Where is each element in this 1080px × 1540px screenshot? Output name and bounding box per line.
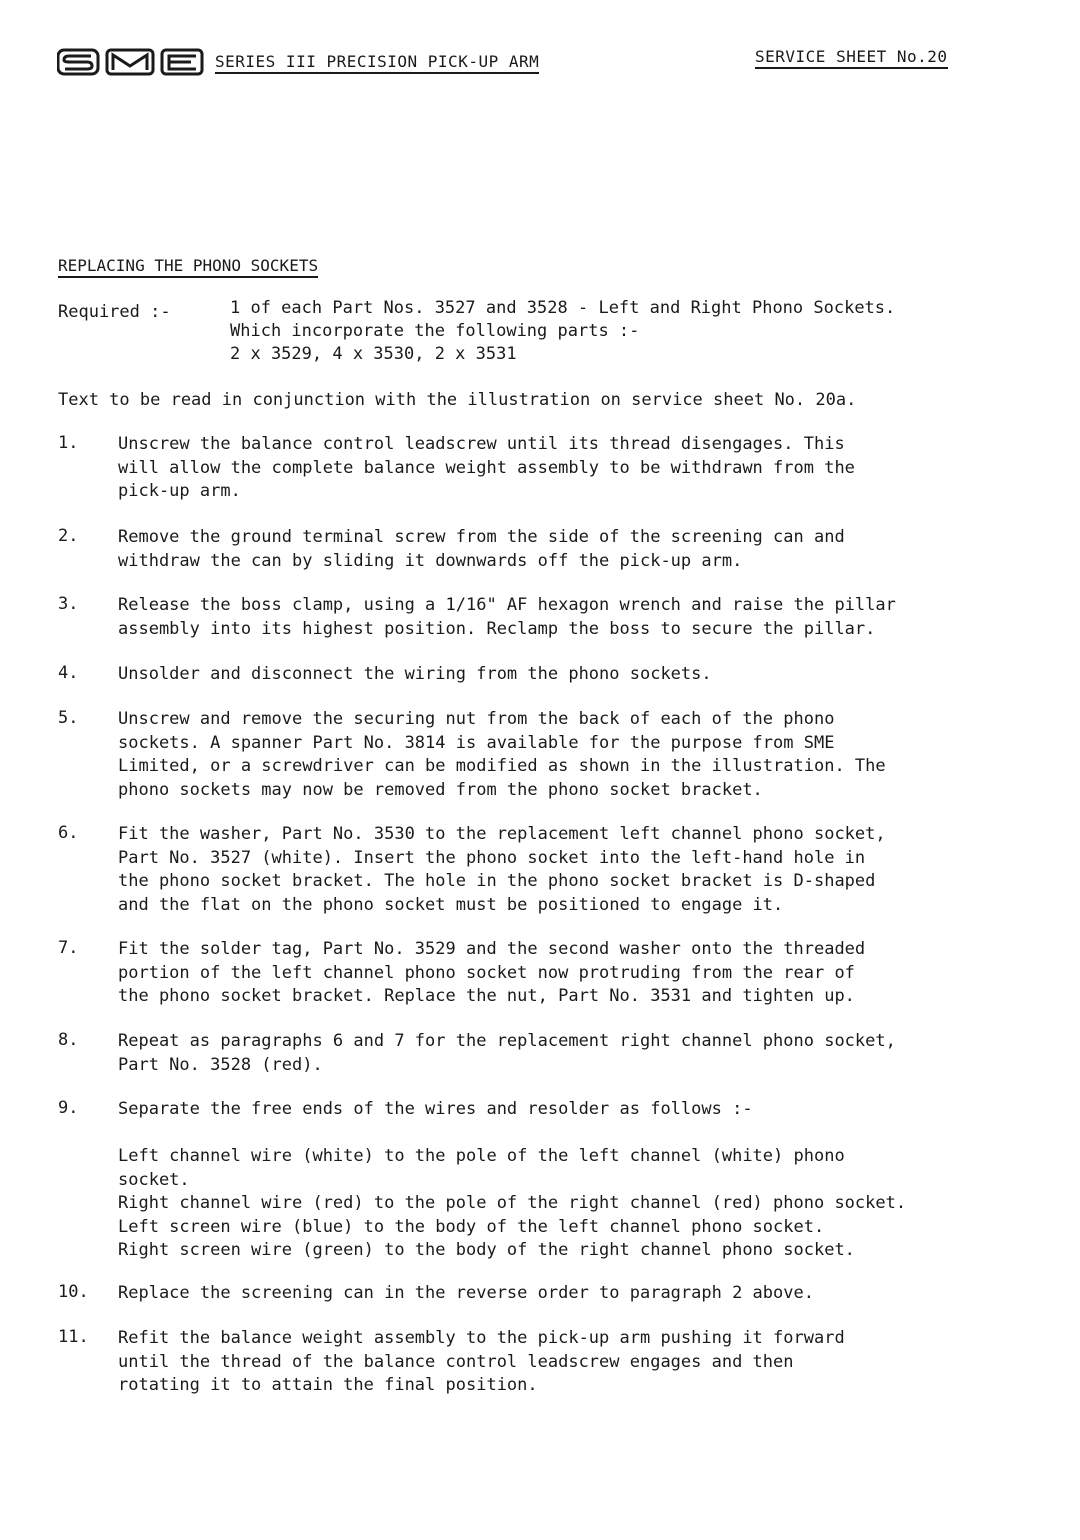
intro-text: Text to be read in conjunction with the illustration on service sheet No. 20a. xyxy=(58,390,857,410)
step-line: socket. xyxy=(118,1169,190,1190)
step-text xyxy=(118,938,865,1009)
step-text xyxy=(118,526,845,573)
step-line: Unsolder and disconnect the wiring from the phono sockets. xyxy=(118,664,712,684)
step-number: 6. xyxy=(58,823,79,843)
step-text xyxy=(118,1282,814,1306)
step-line: phono sockets may now be removed from the phono socket bracket. xyxy=(118,779,763,800)
step-line: Fit the washer, Part No. 3530 to the replacement left channel phono socket, xyxy=(118,824,886,844)
sme-logo xyxy=(57,48,207,76)
step-text xyxy=(118,1098,906,1263)
step-number: 10. xyxy=(58,1282,89,1302)
step-line: and the flat on the phono socket must be positioned to engage it. xyxy=(118,894,784,915)
step-line: will allow the complete balance weight assembly to be withdrawn from the xyxy=(118,457,855,478)
step-line: withdraw the can by sliding it downwards off the pick-up arm. xyxy=(118,550,743,571)
step-line: Left channel wire (white) to the pole of the left channel (white) phono xyxy=(118,1146,845,1166)
step-line: Unscrew and remove the securing nut from the back of each of the phono xyxy=(118,709,835,729)
step-text xyxy=(118,1030,896,1077)
step-text xyxy=(118,1327,845,1398)
step-number: 2. xyxy=(58,526,79,546)
service-sheet-number: SERVICE SHEET No.20 xyxy=(755,47,948,69)
required-parts xyxy=(230,297,895,366)
step-number: 11. xyxy=(58,1327,89,1347)
required-line: Which incorporate the following parts :- xyxy=(230,321,640,341)
step-line: Separate the free ends of the wires and resolder as follows :- xyxy=(118,1099,753,1119)
section-heading: REPLACING THE PHONO SOCKETS xyxy=(58,256,318,278)
step-line: rotating it to attain the final position. xyxy=(118,1375,538,1395)
step-line: Release the boss clamp, using a 1/16" AF hexagon wrench and raise the pillar xyxy=(118,595,896,615)
step-number: 9. xyxy=(58,1098,79,1118)
step-number: 5. xyxy=(58,708,79,728)
step-line: Replace the screening can in the reverse order to paragraph 2 above. xyxy=(118,1283,814,1303)
step-line: Unscrew the balance control leadscrew until its thread disengages. This xyxy=(118,434,845,454)
step-line: Remove the ground terminal screw from the side of the screening can and xyxy=(118,527,845,547)
step-line: Left screen wire (blue) to the body of the left channel phono socket. xyxy=(118,1216,825,1237)
required-line: 1 of each Part Nos. 3527 and 3528 - Left and Right Phono Sockets. xyxy=(230,298,896,318)
step-text xyxy=(118,663,712,687)
step-text xyxy=(118,823,886,917)
step-line: portion of the left channel phono socket now protruding from the rear of xyxy=(118,962,855,983)
step-line: the phono socket bracket. Replace the nut, Part No. 3531 and tighten up. xyxy=(118,986,855,1006)
step-line: Part No. 3527 (white). Insert the phono socket into the left-hand hole in xyxy=(118,847,866,868)
step-line: pick-up arm. xyxy=(118,481,241,501)
step-number: 1. xyxy=(58,433,79,453)
step-number: 3. xyxy=(58,594,79,614)
step-line: Part No. 3528 (red). xyxy=(118,1054,323,1075)
step-line-spacer xyxy=(118,1122,906,1146)
step-line: sockets. A spanner Part No. 3814 is available for the purpose from SME xyxy=(118,732,835,753)
step-number: 8. xyxy=(58,1030,79,1050)
step-number: 4. xyxy=(58,663,79,683)
required-line: 2 x 3529, 4 x 3530, 2 x 3531 xyxy=(230,344,517,364)
step-number: 7. xyxy=(58,938,79,958)
step-line: Fit the solder tag, Part No. 3529 and the second washer onto the threaded xyxy=(118,939,866,959)
step-line: until the thread of the balance control leadscrew engages and then xyxy=(118,1351,794,1372)
document-title: SERIES III PRECISION PICK-UP ARM xyxy=(215,52,539,74)
step-line: Limited, or a screwdriver can be modified as shown in the illustration. The xyxy=(118,756,886,776)
step-line: Repeat as paragraphs 6 and 7 for the replacement right channel phono socket, xyxy=(118,1031,896,1051)
step-text xyxy=(118,594,896,641)
required-label: Required :- xyxy=(58,302,171,322)
step-line: Refit the balance weight assembly to the pick-up arm pushing it forward xyxy=(118,1328,845,1348)
step-line: Right screen wire (green) to the body of the right channel phono socket. xyxy=(118,1240,855,1260)
step-text xyxy=(118,433,855,504)
step-line: Right channel wire (red) to the pole of the right channel (red) phono socket. xyxy=(118,1193,907,1213)
step-line: assembly into its highest position. Reclamp the boss to secure the pillar. xyxy=(118,618,876,639)
step-line: the phono socket bracket. The hole in the phono socket bracket is D-shaped xyxy=(118,871,876,891)
step-text xyxy=(118,708,886,802)
